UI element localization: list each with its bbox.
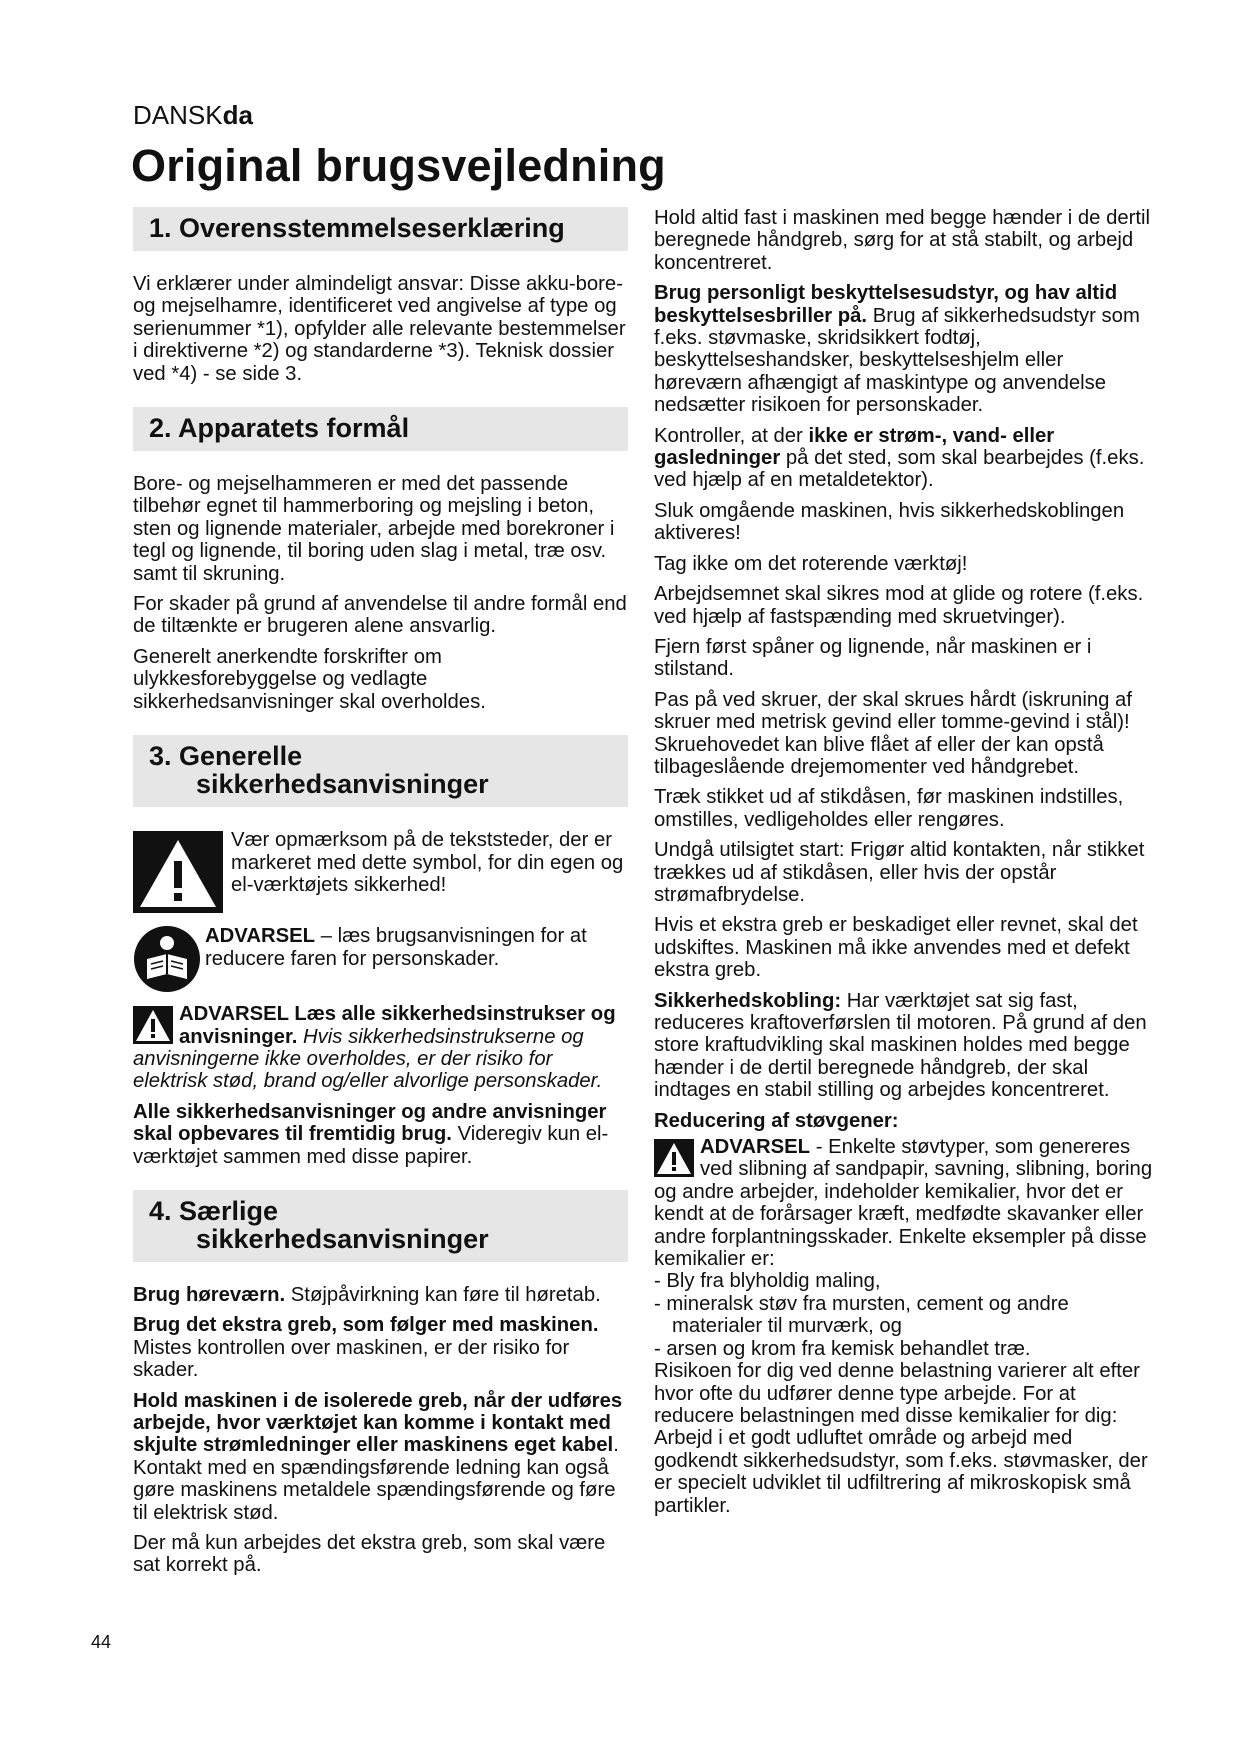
right-column [654, 207, 1154, 1525]
section-2-paragraph-3: Generelt anerkendte forskrifter om ulykkesforebyggelse og vedlagte sikkerhedsanvisninger skal overholdes. [133, 645, 486, 713]
section-4-p2-bold: Brug det ekstra greb, som følger med maskinen. [133, 1314, 599, 1337]
right-paragraph-12 [654, 990, 1154, 1102]
warning-symbol-text: Vær opmærksom på de tekststeder, der er markeret med dette symbol, for din egen og el-værktøjets sikkerhed! [231, 829, 624, 896]
keep-instructions-paragraph [133, 1101, 628, 1168]
language-code: da [222, 100, 253, 130]
protective-gear-text: Brug af sikkerhedsudstyr som f.eks. støvmaske, skridsikkert fodtøj, beskyttelseshandsker, beskyttelseshjelm eller høreværn afhængigt af maskintype og anvendelse nedsætter risikoen for personskader. [654, 304, 1140, 417]
section-3-heading-line-2: sikkerhedsanvisninger [196, 769, 489, 800]
advarsel-2-bold: ADVARSEL Læs alle sikkerhedsinstrukser og anvisninger. [179, 1003, 616, 1048]
section-4-heading-line-1: 4. Særlige [149, 1195, 279, 1226]
section-4-p1-text: Støjpåvirkning kan føre til høretab. [285, 1283, 601, 1306]
section-4-paragraph-1 [133, 1284, 628, 1306]
section-3-heading [133, 735, 628, 807]
section-4-heading [133, 1190, 628, 1262]
section-4-paragraph-2 [133, 1314, 628, 1381]
warning-triangle-icon [133, 1006, 173, 1044]
section-3-heading-line-1: 3. Generelle [149, 741, 303, 772]
right-paragraph-5: Tag ikke om det roterende værktøj! [654, 552, 968, 575]
warning-symbol-note [133, 829, 628, 913]
right-paragraph-3 [654, 425, 1154, 492]
section-4-p1-bold: Brug høreværn. [133, 1283, 286, 1306]
right-paragraph-4: Sluk omgående maskinen, hvis sikkerhedskoblingen aktiveres! [654, 499, 1125, 545]
list-item: - arsen og krom fra kemisk behandlet træ. [654, 1337, 1031, 1360]
section-4-paragraph-3 [133, 1390, 628, 1524]
section-4-p2-text: Mistes kontrollen over maskinen, er der risiko for skader. [133, 1336, 570, 1382]
document-title: Original brugsvejledning [131, 140, 666, 191]
list-item: - Bly fra blyholdig maling, [654, 1270, 881, 1293]
read-manual-note [133, 921, 628, 993]
section-4-p3-text: . Kontakt med en spændingsførende ledning kan også gøre maskinens metaldele spændingsførende og føre til elektrisk stød. [133, 1434, 619, 1524]
advarsel-text: – læs brugsanvisningen for at reducere faren for personskader. [205, 925, 587, 970]
safety-clutch-text: Har værktøjet sat sig fast, reduceres kraftoverførslen til motoren. På grund af den store kraftudvikling skal maskinen holdes med begge hænder i de dertil beregnede håndgreb, der skal indtages en stabil stilling og arbejdes koncentreret. [654, 989, 1147, 1102]
right-paragraph-2 [654, 282, 1154, 416]
right-paragraph-8: Pas på ved skruer, der skal skrues hårdt (iskruning af skruer med metrisk gevind eller tomme-gevind i stål)! Skruehovedet kan blive flået af eller der kan opstå tilbageslående drejemomenter ved håndgrebet. [654, 688, 1132, 778]
dust-warning-paragraph [654, 1136, 1154, 1270]
list-item-continuation: materialer til murværk, og [672, 1315, 902, 1338]
warning-triangle-icon [133, 831, 223, 913]
chemicals-list [654, 1270, 1154, 1360]
section-1-paragraph: Vi erklærer under almindeligt ansvar: Disse akku-bore- og mejselhamre, identificeret ved angivelse af type og serienummer *1), opfylder alle relevante bestemmelser i direktiverne *2) og standarderne *3). Teknisk dossier ved *4) - se side 3. [133, 273, 626, 385]
read-manual-icon [133, 925, 201, 993]
advarsel-2-italic: Hvis sikkerhedsinstrukserne og anvisningerne ikke overholdes, er der risiko for elektrisk stød, brand og/eller alvorlige personskader. [133, 1025, 603, 1093]
safety-clutch-bold: Sikkerhedskobling: [654, 989, 842, 1012]
warning-triangle-icon [654, 1139, 694, 1177]
section-2-paragraph-2: For skader på grund af anvendelse til andre formål end de tiltænkte er brugeren alene ansvarlig. [133, 593, 627, 638]
section-4-heading-line-2: sikkerhedsanvisninger [196, 1223, 489, 1254]
section-4-paragraph-4: Der må kun arbejdes det ekstra greb, som skal være sat korrekt på. [133, 1532, 606, 1577]
right-paragraph-1: Hold altid fast i maskinen med begge hænder i de dertil beregnede håndgreb, sørg for at stå stabilt, og arbejd koncentreret. [654, 207, 1151, 274]
right-paragraph-9: Træk stikket ud af stikdåsen, før maskinen indstilles, omstilles, vedligeholdes eller rengøres. [654, 786, 1124, 831]
read-all-instructions-warning [133, 1003, 628, 1093]
section-2-paragraph-1: Bore- og mejselhammeren er med det passende tilbehør egnet til hammerboring og mejsling i beton, sten og lignende materialer, arbejde med borekroner i tegl og lignende, til boring uden slag i metal, træ osv. samt til skruning. [133, 473, 615, 585]
right-paragraph-11: Hvis et ekstra greb er beskadiget eller revnet, skal det udskiftes. Maskinen må ikke anvendes med et defekt ekstra greb. [654, 914, 1138, 982]
right-paragraph-13: Risikoen for dig ved denne belastning varierer alt efter hvor ofte du udfører denne type arbejde. For at reducere belastningen med disse kemikalier for dig: Arbejd i et godt udluftet område og arbejd med godkendt sikkerhedsudstyr, som f.eks. støvmasker, der er specielt udviklet til udfiltrering af mikroskopisk små partikler. [654, 1360, 1148, 1517]
section-4-p3-bold: Hold maskinen i de isolerede greb, når der udføres arbejde, hvor værktøjet kan komme i kontakt med skjulte strømledninger eller maskinens eget kabel [133, 1389, 623, 1457]
right-paragraph-10: Undgå utilsigtet start: Frigør altid kontakten, når stikket trækkes ud af stikdåsen, eller hvis der opstår strømafbrydelse. [654, 839, 1145, 906]
language-label [133, 100, 253, 131]
keep-instructions-text: Videregiv kun el-værktøjet sammen med disse papirer. [133, 1123, 609, 1168]
read-manual-text [205, 925, 628, 970]
dust-advarsel-label: ADVARSEL [700, 1136, 811, 1159]
language-name: DANSK [133, 100, 223, 130]
list-item: - mineralsk støv fra mursten, cement og andre [654, 1292, 1069, 1315]
advarsel-label: ADVARSEL [205, 925, 316, 948]
check-lines-post: på det sted, som skal bearbejdes (f.eks. ved hjælp af en metaldetektor). [654, 447, 1145, 492]
check-lines-pre: Kontroller, at der [654, 424, 809, 447]
right-paragraph-6: Arbejdsemnet skal sikres mod at glide og rotere (f.eks. ved hjælp af fastspænding med skruetvinger). [654, 583, 1144, 628]
check-lines-bold: ikke er strøm-, vand- eller gasledninger [654, 424, 1055, 470]
page-number: 44 [91, 1632, 112, 1652]
dust-title [654, 1110, 1154, 1132]
dust-title-text: Reducering af støvgener: [654, 1109, 899, 1132]
left-column [133, 207, 628, 1585]
section-1-heading: 1. Overensstemmelseserklæring [133, 207, 628, 251]
section-2-heading: 2. Apparatets formål [133, 407, 628, 451]
dust-warning-text: - Enkelte støvtyper, som genereres ved slibning af sandpapir, savning, slibning, boring og andre arbejder, indeholder kemikalier, hvor det er kendt at de forårsager kræft, medfødte skavanker eller andre forplantningsskader. Enkelte eksempler på disse kemikalier er: [654, 1136, 1153, 1271]
protective-gear-bold: Brug personligt beskyttelsesudstyr, og hav altid beskyttelsesbriller på. [654, 282, 1118, 327]
right-paragraph-7: Fjern først spåner og lignende, når maskinen er i stilstand. [654, 635, 1092, 681]
keep-instructions-bold: Alle sikkerhedsanvisninger og andre anvisninger skal opbevares til fremtidig brug. [133, 1100, 607, 1146]
